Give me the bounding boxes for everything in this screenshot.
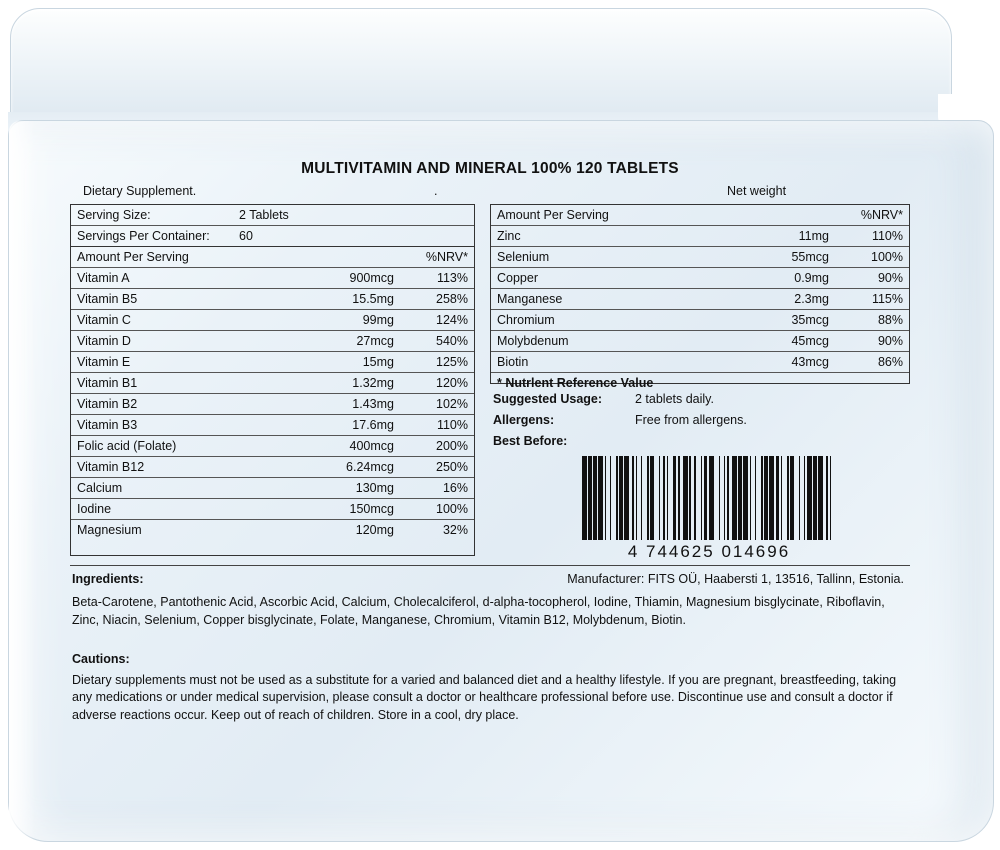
table-header-row bbox=[71, 247, 474, 268]
nutrient-percent: 88% bbox=[835, 310, 909, 331]
nutrient-amount: 1.43mg bbox=[268, 394, 400, 415]
amount-per-serving-header: Amount Per Serving bbox=[497, 208, 609, 222]
table-row bbox=[491, 331, 909, 352]
nutrient-name: Chromium bbox=[491, 310, 703, 331]
table-row bbox=[71, 268, 474, 289]
nutrient-amount: 15.5mg bbox=[268, 289, 400, 310]
nutrient-percent: 124% bbox=[400, 310, 474, 331]
nutrient-amount: 150mcg bbox=[268, 499, 400, 520]
table-row bbox=[71, 478, 474, 499]
suggested-usage-row bbox=[490, 392, 910, 412]
serving-size-label: Serving Size: bbox=[77, 208, 151, 222]
table-row bbox=[71, 352, 474, 373]
nutrient-percent: 16% bbox=[400, 478, 474, 499]
nutrient-amount: 1.32mg bbox=[268, 373, 400, 394]
nutrient-name: Vitamin D bbox=[71, 331, 268, 352]
nrv-header: %NRV* bbox=[860, 208, 903, 222]
nutrient-name: Vitamin B5 bbox=[71, 289, 268, 310]
table-row bbox=[71, 520, 474, 541]
nutrient-amount: 120mg bbox=[268, 520, 400, 541]
nutrient-percent: 102% bbox=[400, 394, 474, 415]
serving-size-row bbox=[71, 205, 474, 226]
table-row bbox=[71, 415, 474, 436]
table-row bbox=[491, 268, 909, 289]
table-row bbox=[491, 310, 909, 331]
nutrient-percent: 90% bbox=[835, 268, 909, 289]
table-row bbox=[71, 457, 474, 478]
table-row bbox=[71, 436, 474, 457]
nutrient-name: Vitamin B3 bbox=[71, 415, 268, 436]
nutrient-percent: 125% bbox=[400, 352, 474, 373]
best-before-row bbox=[490, 434, 910, 454]
nutrient-name: Vitamin B12 bbox=[71, 457, 268, 478]
ingredients-section bbox=[70, 565, 910, 725]
center-dot-mark: . bbox=[434, 184, 438, 198]
nutrient-percent: 258% bbox=[400, 289, 474, 310]
table-row bbox=[491, 352, 909, 373]
dietary-supplement-text: Dietary Supplement. bbox=[83, 184, 197, 198]
nutrient-name: Iodine bbox=[71, 499, 268, 520]
nutrient-amount: 43mcg bbox=[703, 352, 835, 373]
nutrient-amount: 55mcg bbox=[703, 247, 835, 268]
nutrient-amount: 17.6mg bbox=[268, 415, 400, 436]
best-before-label: Best Before: bbox=[493, 434, 568, 448]
nutrient-name: Molybdenum bbox=[491, 331, 703, 352]
nutrient-percent: 115% bbox=[835, 289, 909, 310]
nutrient-amount: 45mcg bbox=[703, 331, 835, 352]
vitamins-panel bbox=[70, 204, 475, 556]
nutrient-amount: 6.24mcg bbox=[268, 457, 400, 478]
page-title: MULTIVITAMIN AND MINERAL 100% 120 TABLETS bbox=[301, 160, 679, 177]
product-label bbox=[70, 160, 910, 725]
serving-size-value: 2 Tablets bbox=[239, 208, 289, 222]
nutrient-name: Magnesium bbox=[71, 520, 268, 541]
nutrient-percent: 250% bbox=[400, 457, 474, 478]
servings-per-container-value: 60 bbox=[233, 226, 474, 247]
nutrient-percent: 120% bbox=[400, 373, 474, 394]
nutrient-amount: 2.3mg bbox=[703, 289, 835, 310]
nutrient-name: Vitamin B1 bbox=[71, 373, 268, 394]
table-row bbox=[71, 331, 474, 352]
nutrient-amount: 35mcg bbox=[703, 310, 835, 331]
nutrient-percent: 110% bbox=[835, 226, 909, 247]
nutrient-name: Manganese bbox=[491, 289, 703, 310]
nutrient-name: Vitamin A bbox=[71, 268, 268, 289]
manufacturer-text: Manufacturer: FITS OÜ, Haabersti 1, 13516, Tallinn, Estonia. bbox=[567, 572, 904, 586]
barcode bbox=[582, 456, 836, 562]
nutrient-name: Folic acid (Folate) bbox=[71, 436, 268, 457]
table-row bbox=[71, 499, 474, 520]
nutrient-amount: 0.9mg bbox=[703, 268, 835, 289]
nrv-header: %NRV* bbox=[400, 247, 474, 268]
nrv-footnote: * Nutrlent Reference Value bbox=[491, 372, 909, 394]
nutrient-amount: 130mg bbox=[268, 478, 400, 499]
net-weight-label: Net weight bbox=[727, 184, 787, 198]
servings-per-container-label: Servings Per Container: bbox=[71, 226, 233, 247]
nutrient-percent: 32% bbox=[400, 520, 474, 541]
nutrition-columns bbox=[70, 204, 910, 559]
label-subheader bbox=[70, 184, 910, 200]
nutrient-amount: 15mg bbox=[268, 352, 400, 373]
table-row bbox=[71, 310, 474, 331]
allergens-row bbox=[490, 413, 910, 433]
nutrient-percent: 100% bbox=[400, 499, 474, 520]
serving-info-table bbox=[71, 205, 474, 246]
table-header-row bbox=[491, 205, 909, 226]
nutrient-name: Biotin bbox=[491, 352, 703, 373]
cautions-heading: Cautions: bbox=[72, 651, 130, 666]
nutrient-name: Copper bbox=[491, 268, 703, 289]
allergens-label: Allergens: bbox=[493, 413, 555, 427]
nutrient-name: Calcium bbox=[71, 478, 268, 499]
ingredients-heading: Ingredients: bbox=[72, 572, 144, 586]
table-row bbox=[491, 226, 909, 247]
table-row bbox=[71, 289, 474, 310]
barcode-bars bbox=[582, 456, 836, 540]
table-row bbox=[71, 373, 474, 394]
nutrient-amount: 900mcg bbox=[268, 268, 400, 289]
nutrient-percent: 113% bbox=[400, 268, 474, 289]
suggested-usage-value: 2 tablets daily. bbox=[635, 392, 714, 406]
nutrient-amount: 99mg bbox=[268, 310, 400, 331]
servings-per-container-row bbox=[71, 226, 474, 247]
nutrient-amount: 11mg bbox=[703, 226, 835, 247]
nutrient-amount: 27mcg bbox=[268, 331, 400, 352]
table-row bbox=[491, 289, 909, 310]
nutrient-name: Zinc bbox=[491, 226, 703, 247]
nutrient-percent: 540% bbox=[400, 331, 474, 352]
nutrient-name: Vitamin C bbox=[71, 310, 268, 331]
table-row bbox=[71, 394, 474, 415]
nutrient-name: Vitamin E bbox=[71, 352, 268, 373]
nutrient-percent: 90% bbox=[835, 331, 909, 352]
vitamins-table bbox=[71, 246, 474, 540]
nutrient-percent: 86% bbox=[835, 352, 909, 373]
nutrient-percent: 110% bbox=[400, 415, 474, 436]
table-row bbox=[491, 247, 909, 268]
nutrient-percent: 100% bbox=[835, 247, 909, 268]
nutrient-name: Vitamin B2 bbox=[71, 394, 268, 415]
amount-per-serving-header: Amount Per Serving bbox=[71, 247, 400, 268]
barcode-number: 4 744625 014696 bbox=[627, 542, 791, 561]
suggested-usage-label: Suggested Usage: bbox=[493, 392, 603, 406]
nutrient-name: Selenium bbox=[491, 247, 703, 268]
minerals-panel bbox=[490, 204, 910, 390]
minerals-table bbox=[491, 205, 909, 372]
cautions-text: Dietary supplements must not be used as a substitute for a varied and balanced diet and a healthy lifestyle. If you are pregnant, breastfeeding, taking any medications or under medical supervision, please consult a doctor or healthcare professional before use. Discontinue use and consult a doctor if adverse reactions occur. Keep out of reach of children. Store in a cool, dry place. bbox=[72, 672, 897, 722]
nutrient-percent: 200% bbox=[400, 436, 474, 457]
ingredients-text: Beta-Carotene, Pantothenic Acid, Ascorbic Acid, Calcium, Cholecalciferol, d-alpha-tocopherol, Iodine, Thiamin, Magnesium bisglycinate, Riboflavin, Zinc, Niacin, Selenium, Copper bisglycinate, Folate, Manganese, Chromium, Vitamin B12, Molybdenum, Biotin. bbox=[72, 595, 885, 627]
barcode-bar bbox=[831, 456, 836, 540]
nutrient-amount: 400mcg bbox=[268, 436, 400, 457]
allergens-value: Free from allergens. bbox=[635, 413, 747, 427]
